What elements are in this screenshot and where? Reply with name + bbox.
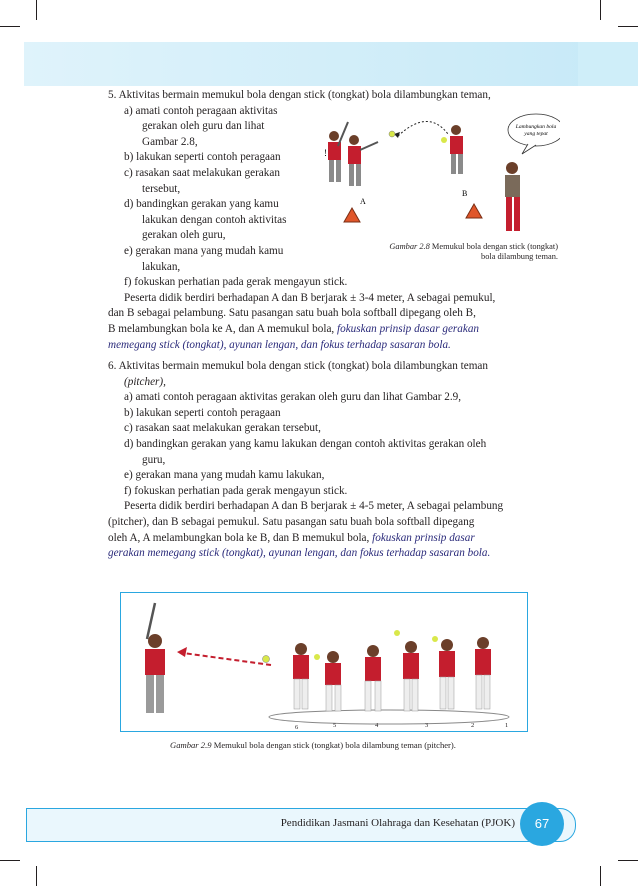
list-item: d) bandingkan gerakan yang kamu — [124, 198, 279, 211]
step-label: 5 — [333, 722, 337, 729]
list-item: lakukan dengan contoh aktivitas — [142, 213, 287, 226]
caption-text: Memukul bola dengan stick (tongkat) bola dilambung teman (pitcher). — [211, 740, 456, 750]
list-item: gerakan oleh guru dan lihat — [142, 120, 265, 133]
paragraph-line: dan B sebagai pelambung. Satu pasangan satu buah bola softball dipegang oleh B, — [108, 307, 476, 320]
pitcher-figure — [441, 125, 463, 174]
label-b: B — [462, 189, 468, 198]
section6-title: 6. Aktivitas bermain memukul bola dengan stick (tongkat) bola dilambungkan teman — [108, 360, 488, 373]
crop-mark — [600, 0, 601, 20]
footer-bar — [26, 808, 576, 842]
figure-2-9-frame — [120, 592, 528, 732]
paragraph-line: (pitcher), dan B sebagai pemukul. Satu pasangan satu buah bola softball dipegang — [108, 516, 475, 529]
label-a: A — [360, 197, 366, 206]
crop-mark — [618, 26, 638, 27]
list-item: lakukan, — [142, 260, 181, 273]
list-item: f) fokuskan perhatian pada gerak mengayun stick. — [124, 484, 348, 497]
crop-mark — [0, 860, 20, 861]
emphasis-text: fokuskan prinsip dasar — [372, 531, 475, 544]
batter-figure — [145, 603, 165, 713]
book-title: Pendidikan Jasmani Olahraga dan Kesehatan (PJOK) — [280, 817, 515, 829]
emphasis-text: fokuskan prinsip dasar gerakan — [337, 322, 480, 335]
page-number: 67 — [520, 802, 564, 846]
figure-2-8-illustration — [308, 112, 560, 240]
paragraph-line: Peserta didik berdiri berhadapan A dan B berjarak ± 3-4 meter, A sebagai pemukul, — [124, 291, 496, 304]
crop-mark — [36, 0, 37, 20]
header-band — [24, 42, 638, 86]
caption-label: Gambar 2.8 — [389, 242, 430, 251]
speech-text: Lambungkan bola — [515, 124, 557, 130]
step-label: 4 — [375, 722, 379, 729]
list-item: d) bandingkan gerakan yang kamu lakukan dengan contoh aktivitas gerakan oleh — [124, 438, 487, 451]
batter-figure — [328, 122, 378, 186]
speech-text: yang tepat — [524, 131, 548, 137]
list-item: e) gerakan mana yang mudah kamu — [124, 244, 284, 257]
emphasis-text: memegang stick (tongkat), ayunan lengan, dan fokus terhadap sasaran bola. — [108, 338, 451, 351]
caption-label: Gambar 2.9 — [170, 740, 212, 750]
list-item: f) fokuskan perhatian pada gerak mengayun stick. — [124, 276, 348, 289]
paragraph-line: Peserta didik berdiri berhadapan A dan B berjarak ± 4-5 meter, A sebagai pelambung — [124, 500, 504, 513]
svg-text:!: ! — [324, 148, 327, 158]
paragraph-line: B melambungkan bola ke A, dan A memukul bola, — [108, 322, 337, 335]
list-item: tersebut, — [142, 182, 181, 195]
list-item: c) rasakan saat melakukan gerakan — [124, 166, 280, 179]
list-item: b) lakukan seperti contoh peragaan — [124, 151, 281, 164]
emphasis-text: gerakan memegang stick (tongkat), ayunan lengan, dan fokus terhadap sasaran bola. — [108, 547, 491, 560]
list-item: e) gerakan mana yang mudah kamu lakukan, — [124, 469, 325, 482]
list-item: Gambar 2.8, — [142, 135, 198, 148]
section5-title: 5. Aktivitas bermain memukul bola dengan stick (tongkat) bola dilambungkan teman, — [108, 89, 491, 101]
list-item: guru, — [142, 453, 166, 466]
teammate-figure — [505, 162, 520, 231]
figure-2-8-caption — [332, 242, 558, 262]
list-item: b) lakukan seperti contoh peragaan — [124, 406, 281, 419]
crop-mark — [618, 860, 638, 861]
section6-title-cont: (pitcher), — [124, 375, 166, 388]
step-label: 6 — [295, 724, 299, 731]
step-label: 2 — [471, 722, 475, 729]
caption-text: Memukul bola dengan stick (tongkat) — [429, 242, 558, 251]
list-item: a) amati contoh peragaan aktivitas — [124, 104, 278, 117]
crop-mark — [0, 26, 20, 27]
step-label: 3 — [425, 722, 429, 729]
list-item: a) amati contoh peragaan aktivitas gerakan oleh guru dan lihat Gambar 2.9, — [124, 391, 462, 404]
paragraph-line: oleh A, A melambungkan bola ke B, dan B memukul bola, — [108, 531, 373, 544]
figure-2-9-illustration — [121, 593, 527, 731]
figure-2-9-caption — [170, 740, 530, 750]
caption-text: bola dilambung teman. — [481, 252, 558, 261]
crop-mark — [600, 866, 601, 886]
list-item: c) rasakan saat melakukan gerakan tersebut, — [124, 422, 321, 435]
step-label: 1 — [505, 722, 509, 729]
list-item: gerakan oleh guru, — [142, 229, 226, 242]
crop-mark — [36, 866, 37, 886]
pitcher-sequence — [293, 630, 491, 711]
